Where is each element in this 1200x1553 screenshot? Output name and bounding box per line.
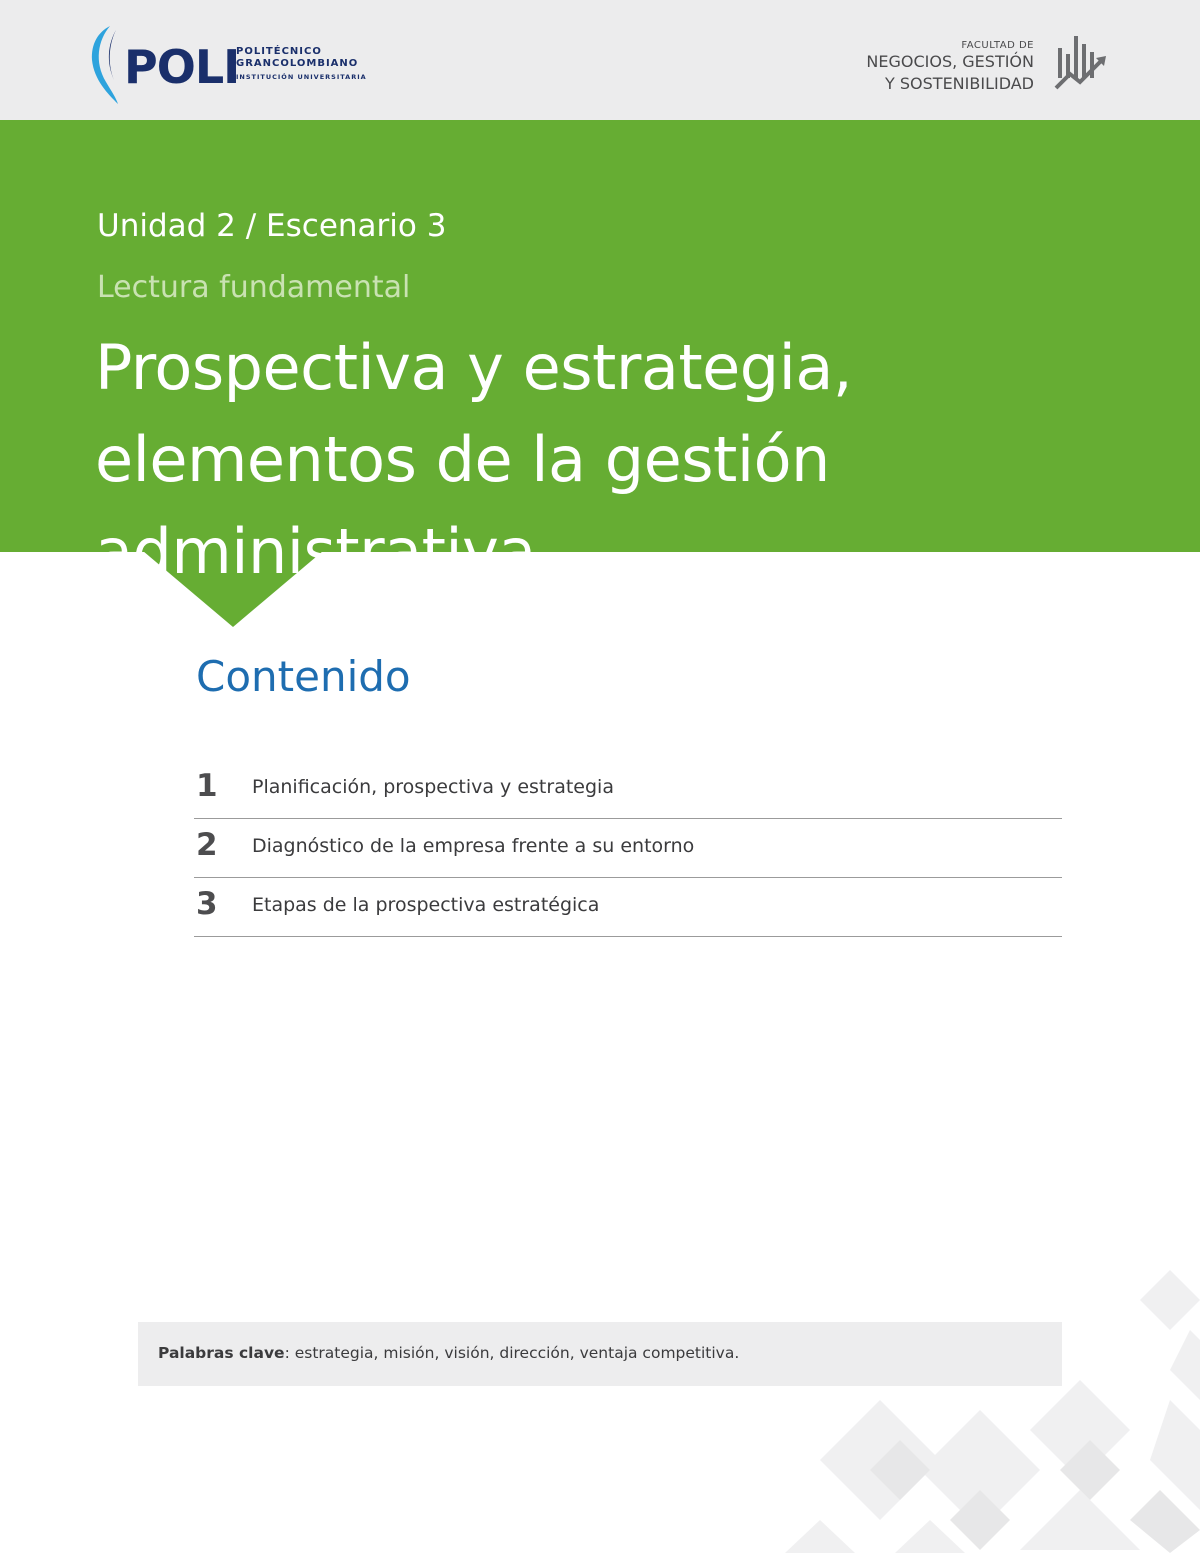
toc-item-number: 3 [196,886,218,922]
toc-item[interactable] [194,760,1062,819]
contents-heading: Contenido [196,652,411,701]
poli-swoosh-icon [88,22,128,106]
bar-chart-trend-icon [1052,30,1108,92]
toc-item[interactable] [194,819,1062,878]
decorative-diamond-pattern [700,1260,1200,1553]
keywords-list: : estrategia, misión, visión, dirección, ventaja competitiva. [284,1344,740,1362]
toc-item-text: Planificación, prospectiva y estrategia [252,776,614,798]
poli-logo [88,22,378,106]
faculty-label [866,40,1034,95]
toc-item-text: Diagnóstico de la empresa frente a su entorno [252,835,695,857]
faculty-line-2: NEGOCIOS, GESTIÓN [866,52,1034,71]
toc-item-number: 1 [196,768,218,804]
poli-line-3: INSTITUCIÓN UNIVERSITARIA [236,73,367,81]
poli-line-1: POLITÉCNICO [236,46,322,57]
header-bar [0,0,1200,120]
toc-item[interactable] [194,878,1062,937]
poli-line-2: GRANCOLOMBIANO [236,58,359,69]
faculty-line-3: Y SOSTENIBILIDAD [885,74,1034,93]
toc-item-number: 2 [196,827,218,863]
poli-wordmark: POLI [124,40,240,94]
keywords-text [158,1344,739,1362]
reading-type-label: Lectura fundamental [97,270,411,305]
keywords-label: Palabras clave [158,1344,285,1362]
poli-subtitle [236,46,367,83]
unit-label: Unidad 2 / Escenario 3 [97,208,447,244]
page-title: Prospectiva y estrategia, elementos de la gestión administrativa [95,331,853,588]
table-of-contents [194,760,1062,937]
faculty-line-1: FACULTAD DE [961,40,1034,51]
toc-item-text: Etapas de la prospectiva estratégica [252,894,600,916]
